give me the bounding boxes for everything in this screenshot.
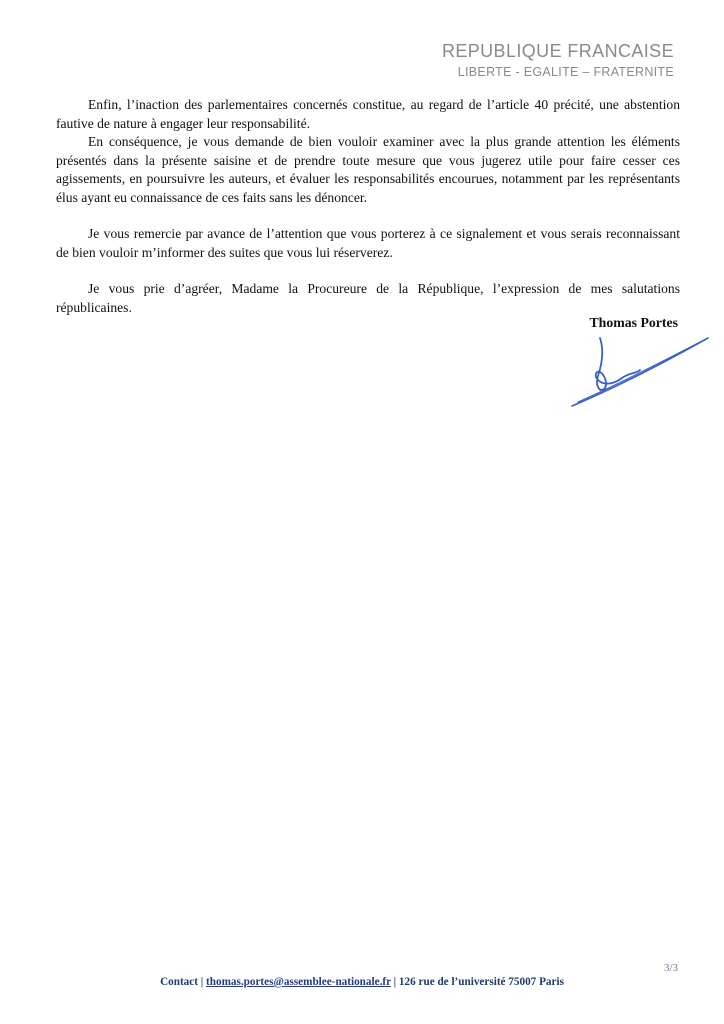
letter-body [56, 96, 680, 317]
paragraph-thanks: Je vous remercie par avance de l’attention que vous porterez à ce signalement et vous serais reconnaissant de bien vouloir m’informer des suites que vous lui réserverez. [56, 226, 680, 260]
paragraph-closing: Je vous prie d’agréer, Madame la Procureure de la République, l’expression de mes salutations républicaines. [56, 281, 680, 315]
paragraph-request: En conséquence, je vous demande de bien vouloir examiner avec la plus grande attention les éléments présentés dans la présente saisine et de prendre toute mesure que vous jugerez utile pour faire cesser ces agissements, en poursuivre les auteurs, et évaluer les responsabilités encourues, notamment par les représentants élus ayant eu connaissance de ces faits sans les dénoncer. [56, 134, 680, 205]
footer-email-link[interactable]: thomas.portes@assemblee-nationale.fr [206, 976, 391, 988]
paragraph-conclusion: Enfin, l’inaction des parlementaires concernés constitue, au regard de l’article 40 précité, une abstention fautive de nature à engager leur responsabilité. [56, 97, 680, 131]
signatory-name: Thomas Portes [589, 315, 678, 330]
footer-address: | 126 rue de l’université 75007 Paris [393, 976, 564, 988]
letterhead-title: REPUBLIQUE FRANCAISE [441, 41, 674, 61]
page-number: 3/3 [663, 962, 678, 974]
footer-contact-label: Contact | [160, 976, 204, 988]
handwritten-signature [570, 328, 710, 410]
footer-contact [0, 976, 724, 988]
letterhead [442, 40, 674, 80]
letterhead-motto: LIBERTE - EGALITE – FRATERNITE [457, 65, 674, 79]
